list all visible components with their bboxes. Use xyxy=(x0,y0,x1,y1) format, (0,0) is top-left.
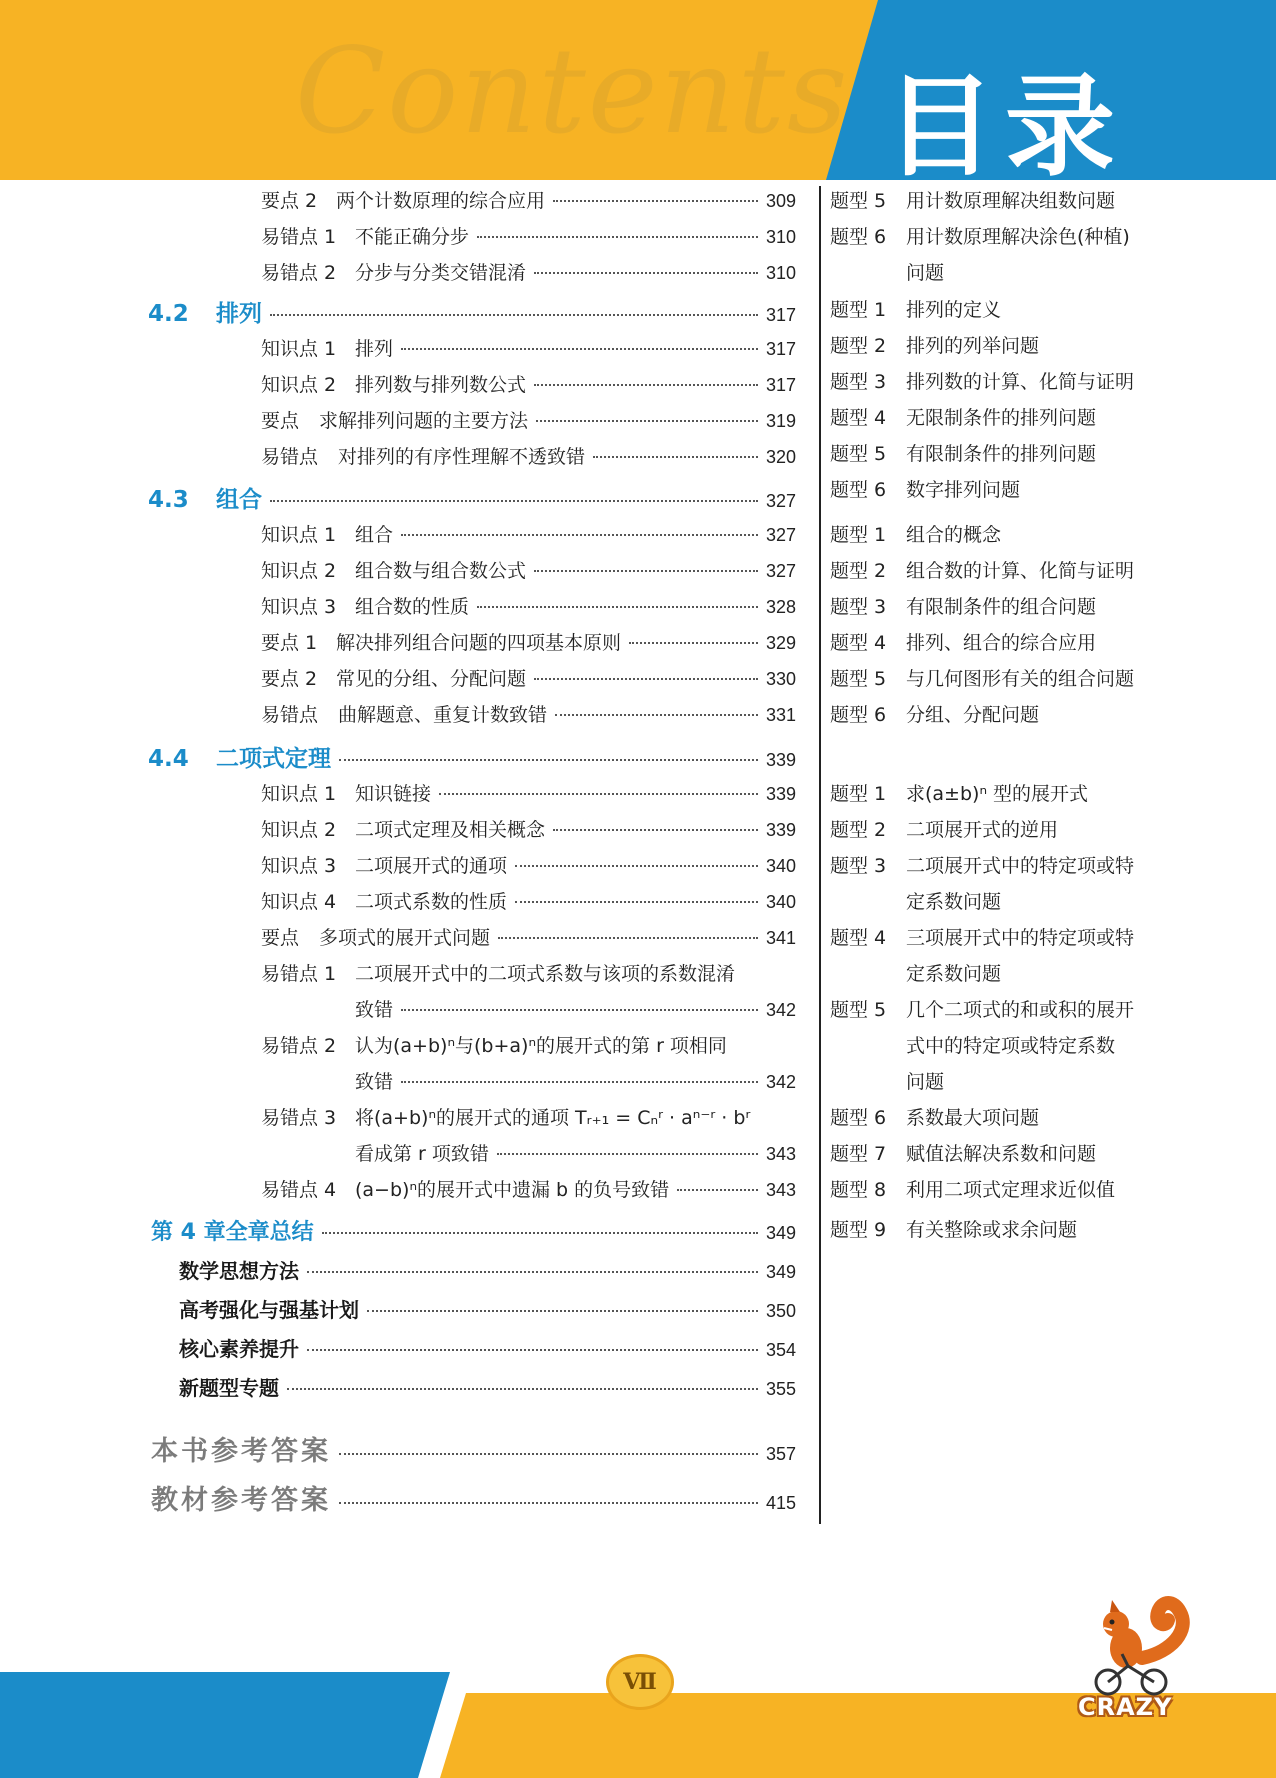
dot-leader xyxy=(339,1453,758,1455)
question-type-item[interactable]: 题型 4 无限制条件的排列问题 xyxy=(830,407,1097,429)
question-type-item[interactable]: 题型 5 几个二项式的和或积的展开 xyxy=(830,999,1135,1021)
toc-section[interactable]: 4.3 组合 327 xyxy=(148,487,796,513)
question-type-item[interactable]: 题型 5 用计数原理解决组数问题 xyxy=(830,190,1116,212)
question-type-item[interactable]: 题型 2 组合数的计算、化简与证明 xyxy=(830,560,1135,582)
page-number-badge: Ⅶ xyxy=(606,1654,674,1710)
question-type-item[interactable]: 题型 4 排列、组合的综合应用 xyxy=(830,632,1097,654)
toc-item-title-line1: 二项展开式中的二项式系数与该项的系数混淆 xyxy=(355,963,736,985)
dot-leader xyxy=(534,678,758,680)
footer-blue-band xyxy=(0,1672,450,1778)
toc-item[interactable]: 致错 342 xyxy=(355,999,796,1021)
toc-subsection[interactable]: 新题型专题 355 xyxy=(179,1376,796,1400)
dot-leader xyxy=(497,1153,758,1155)
toc-item-label: 易错点 2 xyxy=(261,1035,337,1057)
toc-item-label: 易错点 3 xyxy=(261,1107,337,1129)
toc-item[interactable]: 看成第 r 项致错 343 xyxy=(355,1143,796,1165)
question-type-item[interactable]: 题型 5 与几何图形有关的组合问题 xyxy=(830,668,1135,690)
question-type-title-cont: 定系数问题 xyxy=(906,891,1002,913)
question-type-item[interactable]: 题型 1 组合的概念 xyxy=(830,524,1002,546)
question-type-title-cont: 式中的特定项或特定系数 xyxy=(906,1035,1116,1057)
dot-leader xyxy=(477,236,758,238)
question-type-item[interactable]: 题型 4 三项展开式中的特定项或特 xyxy=(830,927,1135,949)
question-type-title-cont: 问题 xyxy=(906,262,945,284)
toc-item[interactable]: 要点 多项式的展开式问题 341 xyxy=(261,927,796,949)
dot-leader xyxy=(270,314,758,316)
question-type-item[interactable]: 题型 3 排列数的计算、化简与证明 xyxy=(830,371,1135,393)
toc-section[interactable]: 4.2 排列 317 xyxy=(148,301,796,327)
dot-leader xyxy=(322,1232,758,1234)
toc-item[interactable]: 知识点 3 组合数的性质 328 xyxy=(261,596,796,618)
toc-item[interactable]: 易错点 2 分步与分类交错混淆 310 xyxy=(261,262,796,284)
toc-subsection[interactable]: 数学思想方法 349 xyxy=(179,1259,796,1283)
toc-item-label: 易错点 1 xyxy=(261,963,337,985)
toc-answers-textbook[interactable]: 教材参考答案 415 xyxy=(151,1485,796,1516)
question-type-item[interactable]: 题型 8 利用二项式定理求近似值 xyxy=(830,1179,1116,1201)
question-type-item[interactable]: 题型 2 二项展开式的逆用 xyxy=(830,819,1059,841)
dot-leader xyxy=(536,420,758,422)
toc-item[interactable]: 要点 2 两个计数原理的综合应用 309 xyxy=(261,190,796,212)
toc-answers-book[interactable]: 本书参考答案 357 xyxy=(151,1436,796,1467)
question-type-item[interactable]: 题型 2 排列的列举问题 xyxy=(830,335,1040,357)
question-type-item[interactable]: 题型 3 二项展开式中的特定项或特 xyxy=(830,855,1135,877)
question-type-title-cont: 定系数问题 xyxy=(906,963,1002,985)
question-type-item[interactable]: 题型 6 分组、分配问题 xyxy=(830,704,1040,726)
squirrel-bicycle-icon xyxy=(1082,1590,1192,1700)
dot-leader xyxy=(401,348,758,350)
dot-leader xyxy=(307,1271,758,1273)
question-type-item[interactable]: 题型 6 用计数原理解决涂色(种植) xyxy=(830,226,1130,248)
question-type-item[interactable]: 题型 7 赋值法解决系数和问题 xyxy=(830,1143,1097,1165)
toc-item[interactable]: 要点 1 解决排列组合问题的四项基本原则 329 xyxy=(261,632,796,654)
question-type-item[interactable]: 题型 9 有关整除或求余问题 xyxy=(830,1219,1078,1241)
dot-leader xyxy=(270,500,758,502)
toc-item[interactable]: 易错点 1 不能正确分步 310 xyxy=(261,226,796,248)
toc-subsection[interactable]: 核心素养提升 354 xyxy=(179,1337,796,1361)
toc-item[interactable]: 要点 2 常见的分组、分配问题 330 xyxy=(261,668,796,690)
toc-item-title-line1: 将(a+b)ⁿ的展开式的通项 Tᵣ₊₁ = Cₙʳ · aⁿ⁻ʳ · bʳ xyxy=(355,1107,751,1129)
toc-item[interactable]: 易错点 对排列的有序性理解不透致错 320 xyxy=(261,446,796,468)
dot-leader xyxy=(439,793,758,795)
dot-leader xyxy=(367,1310,758,1312)
toc-item[interactable]: 致错 342 xyxy=(355,1071,796,1093)
toc-item[interactable]: 知识点 2 组合数与组合数公式 327 xyxy=(261,560,796,582)
dot-leader xyxy=(555,714,758,716)
dot-leader xyxy=(553,829,758,831)
toc-item-title-line1: 认为(a+b)ⁿ与(b+a)ⁿ的展开式的第 r 项相同 xyxy=(355,1035,727,1057)
toc-item[interactable]: 知识点 3 二项展开式的通项 340 xyxy=(261,855,796,877)
toc-item[interactable]: 易错点 曲解题意、重复计数致错 331 xyxy=(261,704,796,726)
question-type-item[interactable]: 题型 6 数字排列问题 xyxy=(830,479,1021,501)
toc-item[interactable]: 知识点 4 二项式系数的性质 340 xyxy=(261,891,796,913)
question-type-item[interactable]: 题型 1 求(a±b)ⁿ 型的展开式 xyxy=(830,783,1089,805)
toc-section[interactable]: 4.4 二项式定理 339 xyxy=(148,746,796,772)
dot-leader xyxy=(401,1009,758,1011)
dot-leader xyxy=(515,901,758,903)
page-title: 目录 xyxy=(885,63,1125,191)
toc-item[interactable]: 知识点 2 二项式定理及相关概念 339 xyxy=(261,819,796,841)
contents-watermark: Contents xyxy=(295,22,850,160)
question-type-item[interactable]: 题型 6 系数最大项问题 xyxy=(830,1107,1040,1129)
column-divider xyxy=(819,186,821,1524)
dot-leader xyxy=(629,642,758,644)
toc-item[interactable]: 知识点 1 知识链接 339 xyxy=(261,783,796,805)
dot-leader xyxy=(401,1081,758,1083)
dot-leader xyxy=(287,1388,758,1390)
dot-leader xyxy=(515,865,758,867)
dot-leader xyxy=(339,1502,758,1504)
dot-leader xyxy=(339,759,758,761)
question-type-item[interactable]: 题型 5 有限制条件的排列问题 xyxy=(830,443,1097,465)
dot-leader xyxy=(553,200,758,202)
question-type-title-cont: 问题 xyxy=(906,1071,945,1093)
brand-logo-text: CRAZY xyxy=(1078,1693,1173,1721)
dot-leader xyxy=(677,1189,758,1191)
dot-leader xyxy=(498,937,758,939)
toc-item[interactable]: 易错点 4 (a−b)ⁿ的展开式中遗漏 b 的负号致错 343 xyxy=(261,1179,796,1201)
dot-leader xyxy=(534,384,758,386)
question-type-item[interactable]: 题型 3 有限制条件的组合问题 xyxy=(830,596,1097,618)
toc-subsection[interactable]: 高考强化与强基计划 350 xyxy=(179,1298,796,1322)
dot-leader xyxy=(593,456,758,458)
question-type-item[interactable]: 题型 1 排列的定义 xyxy=(830,299,1002,321)
toc-item[interactable]: 知识点 1 组合 327 xyxy=(261,524,796,546)
toc-item[interactable]: 要点 求解排列问题的主要方法 319 xyxy=(261,410,796,432)
dot-leader xyxy=(534,272,758,274)
dot-leader xyxy=(401,534,758,536)
toc-chapter-summary[interactable]: 第 4 章全章总结 349 xyxy=(151,1220,796,1245)
dot-leader xyxy=(534,570,758,572)
toc-item[interactable]: 知识点 2 排列数与排列数公式 317 xyxy=(261,374,796,396)
toc-item[interactable]: 知识点 1 排列 317 xyxy=(261,338,796,360)
dot-leader xyxy=(477,606,758,608)
dot-leader xyxy=(307,1349,758,1351)
